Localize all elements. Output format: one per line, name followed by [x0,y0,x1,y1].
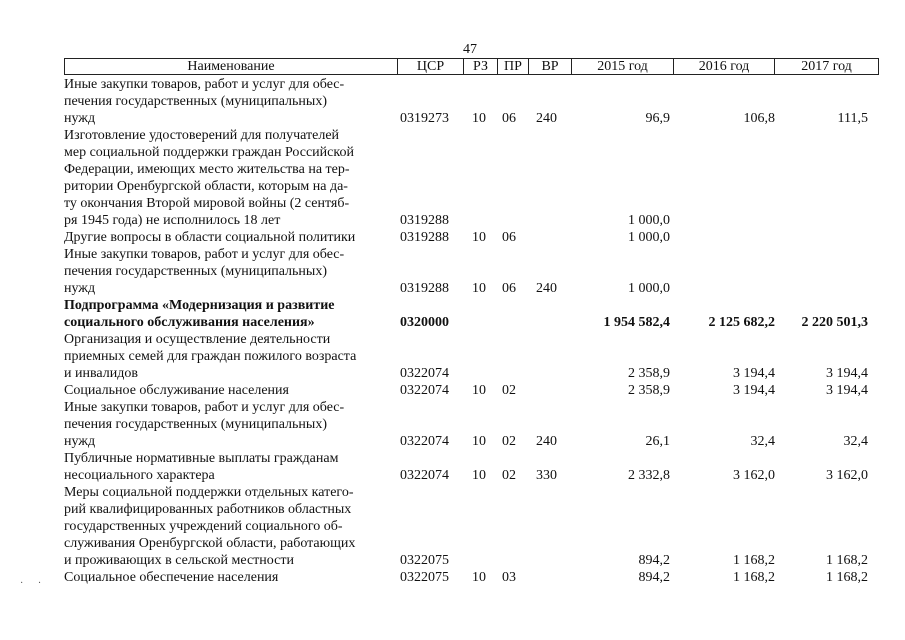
cell-y2017: 2 220 501,3 [801,315,868,330]
cell-y2015: 96,9 [645,111,670,126]
cell-pr: 06 [502,281,516,296]
cell-y2015: 26,1 [645,434,670,449]
cell-y2016: 32,4 [750,434,775,449]
cell-y2017: 3 194,4 [826,366,868,381]
table-row [0,450,905,484]
cell-rz: 10 [472,468,486,483]
table-body [0,76,905,586]
cell-vr: 330 [536,468,557,483]
table-header [64,58,879,75]
cell-csr: 0319273 [400,111,449,126]
table-row [0,331,905,382]
cell-y2016: 2 125 682,2 [708,315,775,330]
row-name: Социальное обслуживание населения [64,383,289,398]
cell-pr: 06 [502,230,516,245]
table-row [0,569,905,586]
row-name: Иные закупки товаров, работ и услуг для обес- печения государственных (муниципальных) нужд [64,77,345,126]
cell-y2016: 3 194,4 [733,366,775,381]
page-number: 47 [463,42,477,57]
cell-y2016: 106,8 [743,111,775,126]
cell-csr: 0322075 [400,553,449,568]
cell-y2016: 3 162,0 [733,468,775,483]
cell-y2017: 111,5 [837,111,868,126]
row-name: Организация и осуществление деятельности приемных семей для граждан пожилого возраста и инвалидов [64,332,357,381]
cell-csr: 0320000 [400,315,449,330]
cell-y2015: 2 332,8 [628,468,670,483]
header-pr: ПР [498,59,529,74]
header-2016: 2016 год [674,59,775,74]
table-row [0,297,905,331]
cell-csr: 0319288 [400,213,449,228]
cell-vr: 240 [536,111,557,126]
table-row [0,127,905,229]
row-name: Социальное обеспечение населения [64,570,279,585]
header-rz: РЗ [464,59,498,74]
row-name: Другие вопросы в области социальной политики [64,230,356,245]
cell-y2015: 2 358,9 [628,366,670,381]
cell-pr: 02 [502,468,516,483]
cell-csr: 0319288 [400,281,449,296]
cell-rz: 10 [472,570,486,585]
cell-pr: 03 [502,570,516,585]
cell-csr: 0322074 [400,366,449,381]
cell-csr: 0322074 [400,383,449,398]
cell-vr: 240 [536,434,557,449]
cell-rz: 10 [472,434,486,449]
cell-rz: 10 [472,281,486,296]
cell-y2015: 1 000,0 [628,213,670,228]
header-csr: ЦСР [398,59,464,74]
cell-y2015: 1 000,0 [628,281,670,296]
cell-y2016: 1 168,2 [733,553,775,568]
table-row [0,76,905,127]
cell-y2015: 2 358,9 [628,383,670,398]
cell-csr: 0322074 [400,468,449,483]
row-name: Иные закупки товаров, работ и услуг для обес- печения государственных (муниципальных) нужд [64,247,345,296]
cell-rz: 10 [472,383,486,398]
cell-pr: 02 [502,383,516,398]
cell-csr: 0322074 [400,434,449,449]
cell-rz: 10 [472,230,486,245]
cell-pr: 02 [502,434,516,449]
table-row [0,229,905,246]
table-row [0,246,905,297]
header-vr: ВР [529,59,572,74]
row-name: Изготовление удостоверений для получателей мер социальной поддержки граждан Российской Федерации, имеющих место жительства на тер- ритории Оренбургской области, которым на да- ту окончания Второй мировой войны (2 сентяб- ря 1945 года) не исполнилось 18 лет [64,128,354,228]
cell-y2015: 894,2 [638,570,670,585]
table-row [0,382,905,399]
cell-csr: 0322075 [400,570,449,585]
cell-y2017: 1 168,2 [826,570,868,585]
row-name: Иные закупки товаров, работ и услуг для обес- печения государственных (муниципальных) нужд [64,400,345,449]
header-2017: 2017 год [801,59,852,74]
cell-y2017: 3 194,4 [826,383,868,398]
header-2015: 2015 год [572,59,674,74]
cell-csr: 0319288 [400,230,449,245]
cell-y2015: 894,2 [638,553,670,568]
row-name: Публичные нормативные выплаты гражданам несоциального характера [64,451,339,483]
cell-vr: 240 [536,281,557,296]
table-row [0,484,905,569]
cell-y2017: 1 168,2 [826,553,868,568]
cell-y2016: 3 194,4 [733,383,775,398]
header-name: Наименование [65,59,398,74]
scan-artifacts: · · [20,578,48,589]
cell-pr: 06 [502,111,516,126]
row-name: Меры социальной поддержки отдельных катего- рий квалифицированных работников областных государственных учреждений социального об- служивания Оренбургской области, работающих и проживающих в сельской местности [64,485,356,568]
cell-y2017: 3 162,0 [826,468,868,483]
cell-y2015: 1 954 582,4 [603,315,670,330]
row-name: Подпрограмма «Модернизация и развитие социального обслуживания населения» [64,298,335,330]
cell-y2017: 32,4 [843,434,868,449]
cell-rz: 10 [472,111,486,126]
cell-y2015: 1 000,0 [628,230,670,245]
table-row [0,399,905,450]
cell-y2016: 1 168,2 [733,570,775,585]
